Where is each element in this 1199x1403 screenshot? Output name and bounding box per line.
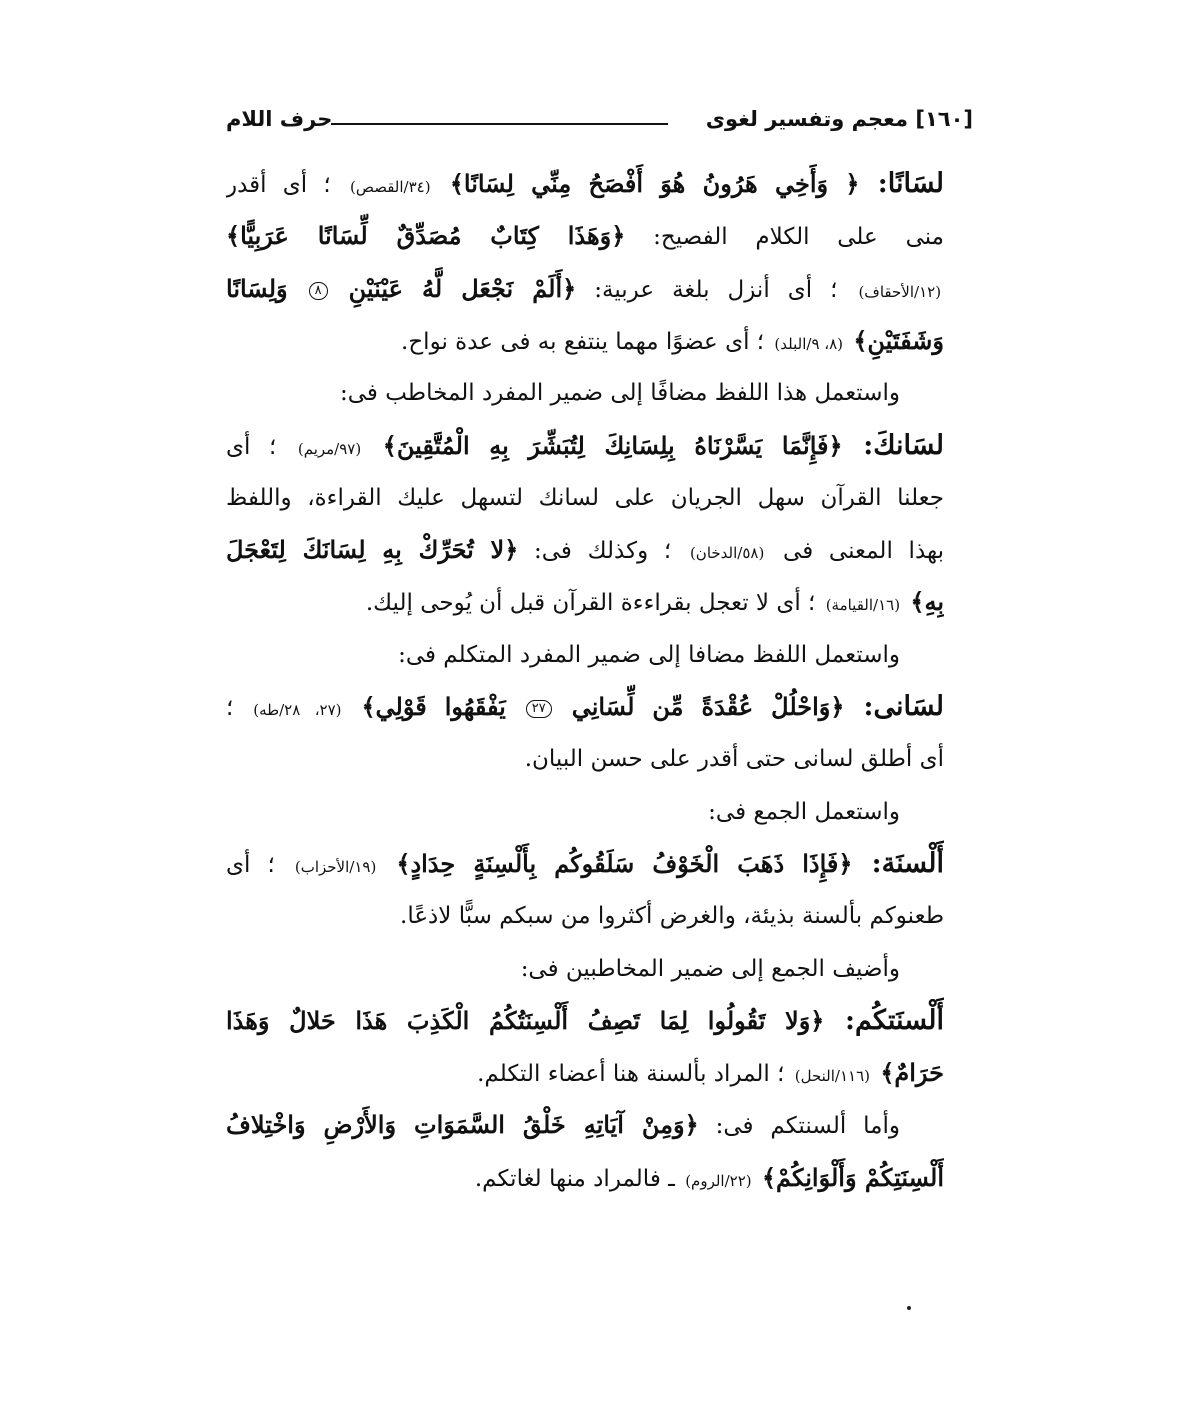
verse-reference: (١١٦/النحل): [794, 1067, 871, 1085]
ayah-number: ٨: [309, 282, 328, 300]
verse-reference: (١٦/القيامة): [825, 596, 901, 614]
body-text-run: جعلنا القرآن سهل الجريان على لسانك لتسهل عليك القراءة، واللفظ: [226, 485, 944, 511]
body-text-run: ؛ أى لا تعجل بقراءءة القرآن قبل أن يُوحى إليك.: [365, 590, 816, 616]
running-header: [226, 103, 973, 143]
body-text-run: وأما ألسنتكم فى:: [698, 1113, 900, 1139]
quran-quote: بِهِ﴾: [910, 587, 944, 616]
text-line: [226, 629, 944, 681]
body-text-run: ـ فالمراد منها لغاتكم.: [474, 1166, 675, 1192]
text-line: [226, 995, 944, 1047]
body-text-run: ؛ المراد بألسنة هنا أعضاء التكلم.: [477, 1061, 785, 1087]
section-title: حرف اللام: [226, 107, 333, 131]
verse-reference: (٢٧، ٢٨/طه): [253, 701, 342, 719]
quran-quote: ﴿وَلا تَقُولُوا لِمَا تَصِفُ أَلْسِنَتُكُمُ الْكَذِبَ هَذَا حَلالٌ وَهَذَا: [226, 1006, 825, 1035]
verse-reference: (٩٧/مريم): [297, 440, 362, 458]
quran-quote: وَلِسَانًا: [226, 274, 288, 303]
quran-quote: ﴿فَإِذَا ذَهَبَ الْخَوْفُ سَلَقُوكُم بِأَلْسِنَةٍ حِدَادٍ﴾: [396, 849, 853, 878]
body-text-run: واستعمل الجمع فى:: [708, 799, 900, 825]
verse-reference: (٢٢/الروم): [685, 1172, 752, 1190]
body-text-run: ؛: [226, 695, 234, 721]
body-text-run: ؛ أى: [226, 434, 277, 460]
text-line: [226, 1099, 944, 1151]
ayah-number: ٢٧: [526, 700, 552, 718]
headword: لسَانكَ:: [842, 430, 944, 461]
verse-reference: (١٩/الأحزاب): [294, 858, 377, 876]
quran-quote: أَلْسِنَتِكُمْ وَأَلْوَانِكُمْ﴾: [761, 1163, 944, 1192]
header-rule: [331, 123, 668, 125]
text-line: [226, 838, 944, 890]
text-line: [226, 524, 944, 576]
body-text-run: واستعمل هذا اللفظ مضافًا إلى ضمير المفرد المخاطب فى:: [340, 380, 900, 406]
body-text-run: منى على الكلام الفصيح:: [625, 224, 944, 250]
headword: لسَانى:: [844, 691, 944, 722]
headword: لسَانًا:: [859, 168, 944, 199]
text-line: [226, 890, 944, 942]
verse-reference: (٨، ٩/البلد): [774, 335, 844, 353]
body-text-run: ؛ أى أقدر: [226, 172, 331, 198]
text-line: [226, 786, 944, 838]
text-line: [226, 1152, 944, 1204]
book-title: [١٦٠] معجم وتفسير لغوى: [705, 107, 973, 131]
quran-quote: ﴿أَلَمْ نَجْعَل لَّهُ عَيْنَيْنِ: [348, 274, 577, 303]
text-line: [226, 367, 944, 419]
text-line: [226, 681, 944, 733]
body-text-run: ؛ أى: [226, 852, 275, 878]
body-text-run: ؛ أى أنزل بلغة عربية:: [576, 277, 838, 303]
quran-quote: ﴿وَاحْلُلْ عُقْدَةً مِّن لِّسَانِي: [571, 692, 845, 721]
body-text-run: وأضيف الجمع إلى ضمير المخاطبين فى:: [520, 956, 900, 982]
body-text-run: أى أطلق لسانى حتى أقدر على حسن البيان.: [524, 746, 944, 772]
quran-quote: ﴿لا تُحَرِّكْ بِهِ لِسَانَكَ لِتَعْجَلَ: [226, 535, 519, 564]
quran-quote: ﴿وَمِنْ آيَاتِهِ خَلْقُ السَّمَوَاتِ وَالأَرْضِ وَاخْتِلافُ: [226, 1110, 699, 1139]
verse-reference: (١٢/الأحقاف): [858, 283, 942, 301]
quran-quote: يَفْقَهُوا قَوْلِي﴾: [361, 692, 506, 721]
verse-reference: (٣٤/القصص): [349, 178, 431, 196]
text-line: [226, 420, 944, 472]
text-line: [226, 158, 944, 210]
text-line: [226, 733, 944, 785]
quran-quote: ﴿وَهَذَا كِتَابٌ مُصَدِّقٌ لِّسَانًا عَرَبِيًّا﴾: [226, 221, 626, 250]
quran-quote: ﴿فَإِنَّمَا يَسَّرْنَاهُ بِلِسَانِكَ لِتُبَشِّرَ بِهِ الْمُتَّقِينَ﴾: [382, 431, 843, 460]
quran-quote: وَشَفَتَيْنِ﴾: [853, 326, 944, 355]
text-line: [226, 315, 944, 367]
headword: أَلْسنَتكُم:: [824, 1005, 944, 1036]
verse-reference: (٥٨/الدخان): [689, 544, 765, 562]
text-line: [226, 1047, 944, 1099]
quran-quote: ﴿ وَأَخِي هَرُونُ هُوَ أَفْصَحُ مِنِّي لِسَانًا﴾: [449, 169, 860, 198]
body-text-run: طعنوكم بألسنة بذيئة، والغرض أكثروا من سبكم سبًّا لاذعًا.: [400, 903, 944, 929]
quran-quote: حَرَامٌ﴾: [880, 1058, 944, 1087]
body-text-run: واستعمل اللفظ مضافا إلى ضمير المفرد المتكلم فى:: [398, 642, 900, 668]
text-line: [226, 943, 944, 995]
body-text-run: بهذا المعنى فى: [767, 538, 944, 564]
stray-mark: [907, 1306, 911, 1310]
text-line: [226, 210, 944, 262]
body-text-run: ؛ وكذلك فى:: [518, 538, 672, 564]
text-line: [226, 576, 944, 628]
text-line: [226, 263, 944, 315]
text-line: [226, 472, 944, 524]
body-text-run: ؛ أى عضوًا مهما ينتفع به فى عدة نواح.: [401, 329, 765, 355]
headword: أَلْسنَة:: [852, 848, 944, 879]
